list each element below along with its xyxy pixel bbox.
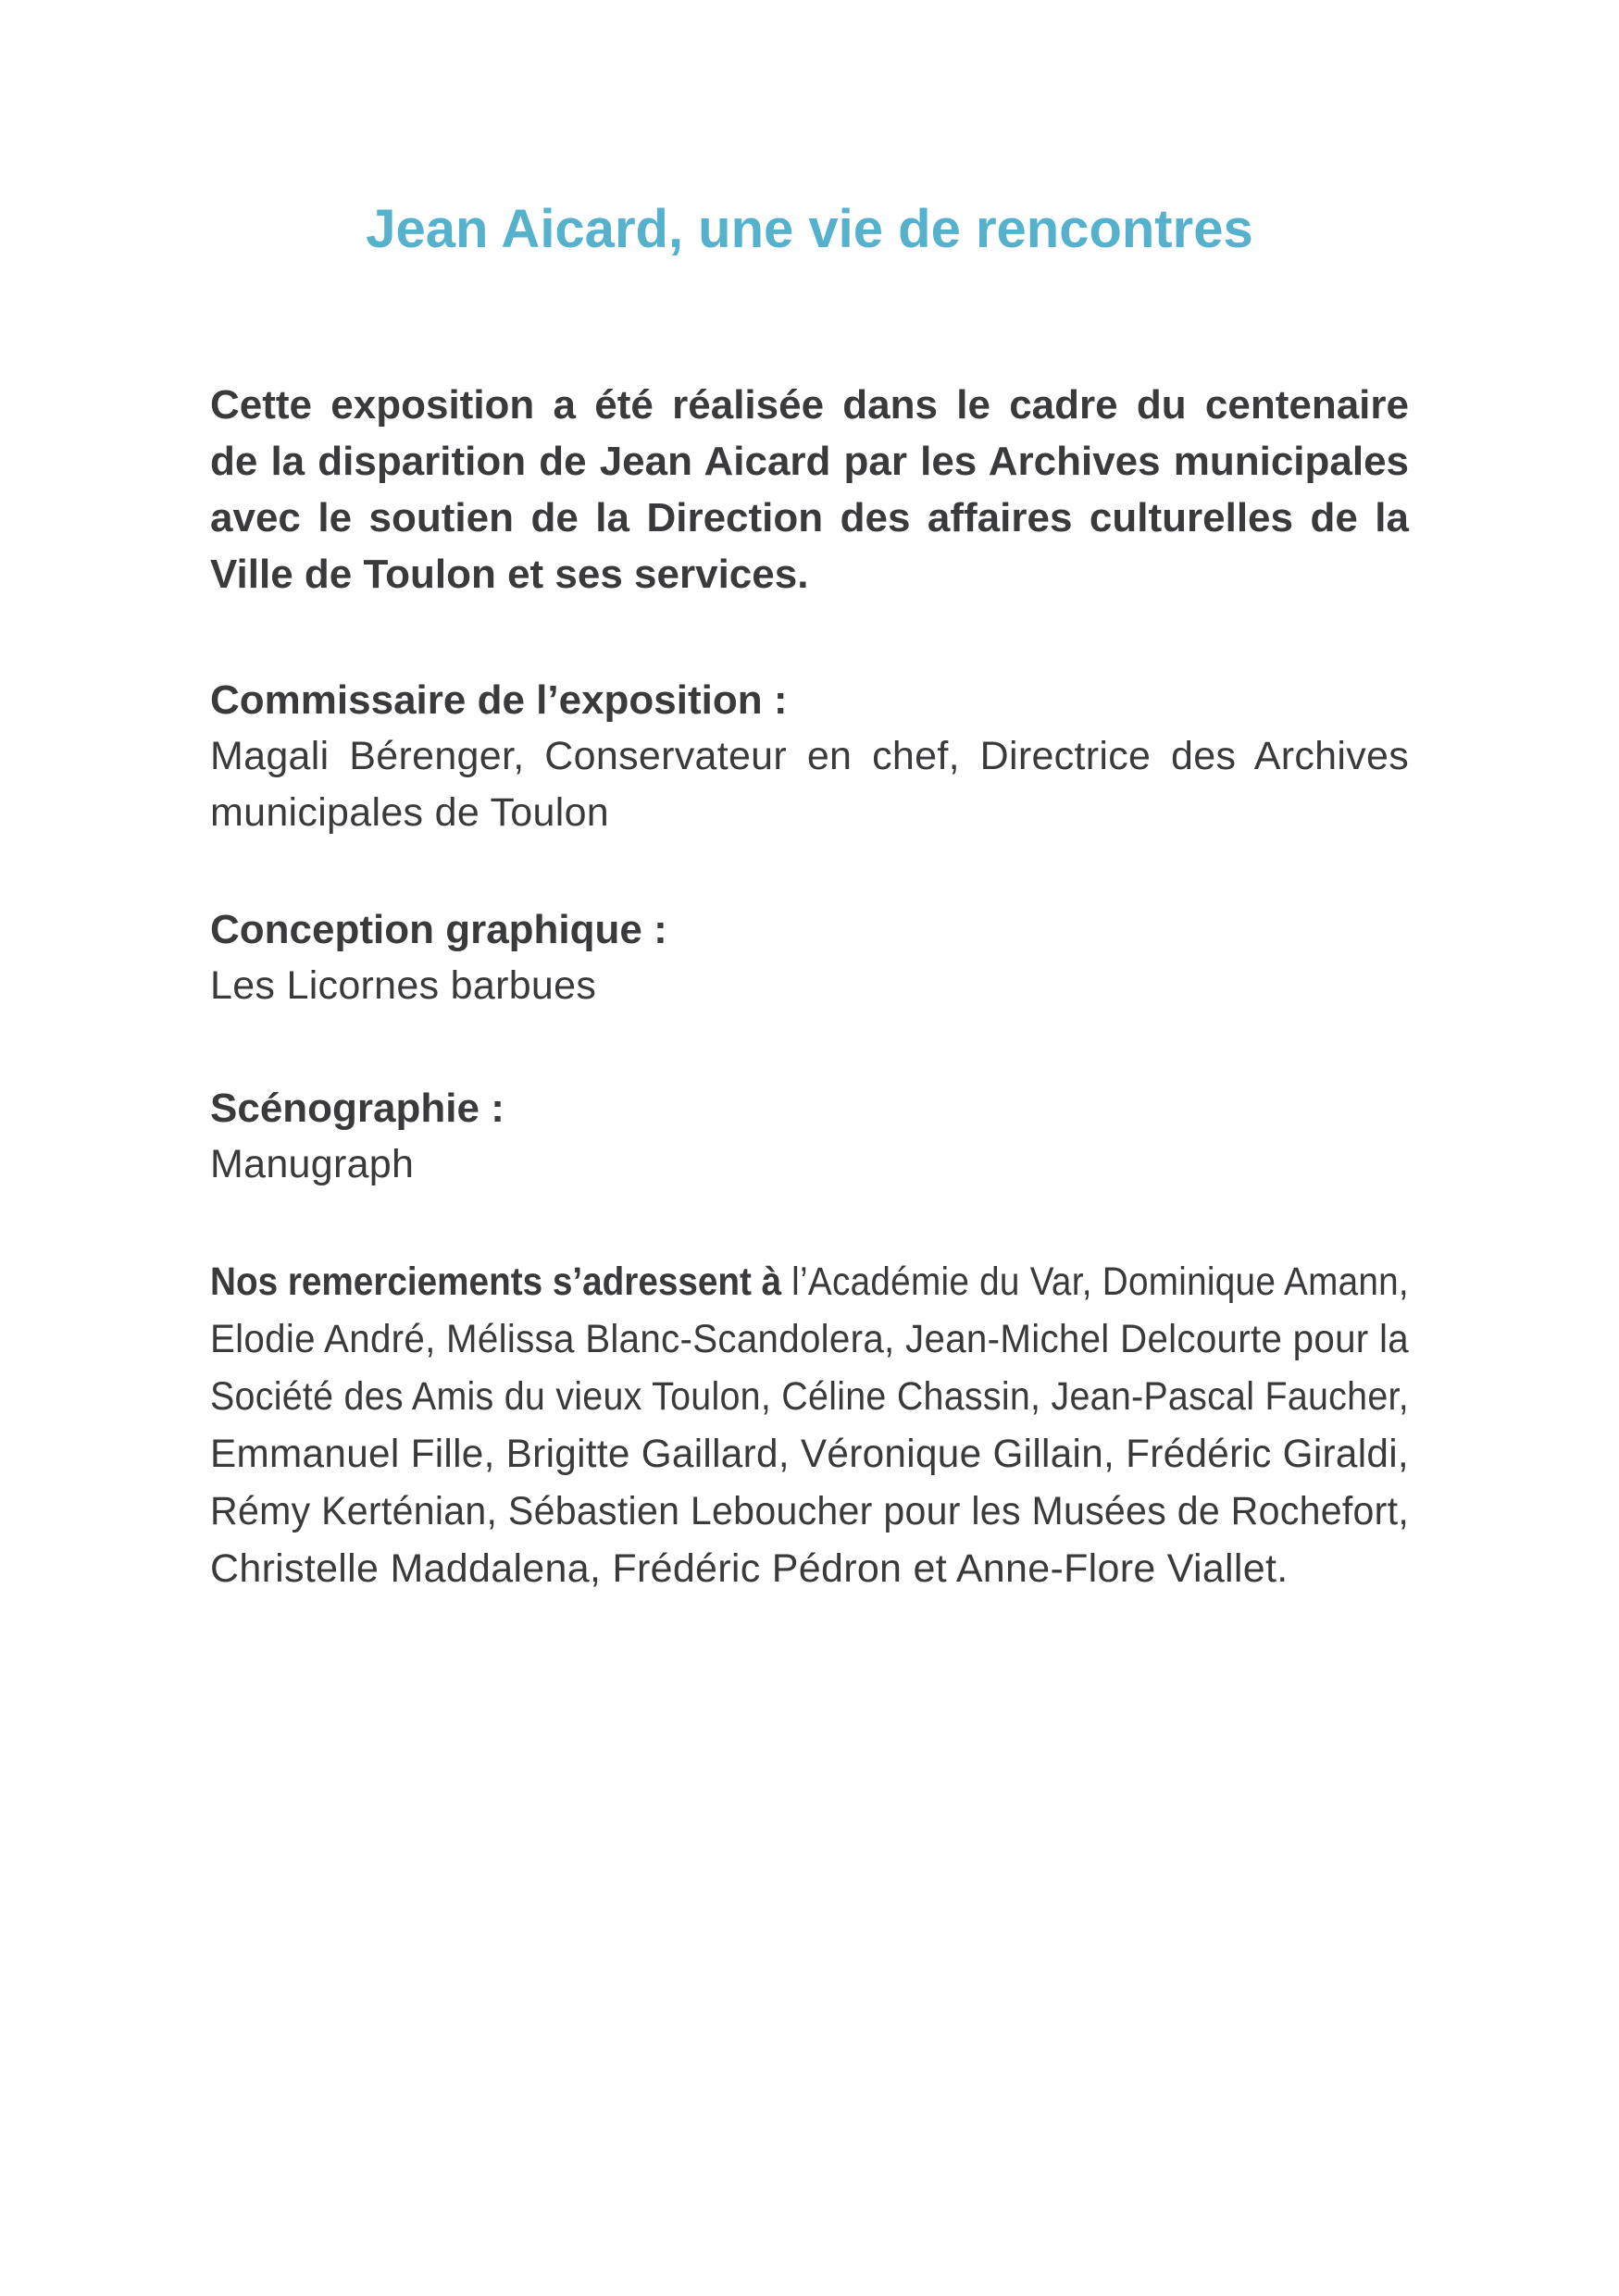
text-line-content: avec le soutien de la Direction des affaires culturelles de la [210,495,1409,540]
text-line-content: Rémy Kerténian, Sébastien Leboucher pour les Musées de Rochefort, [210,1489,1410,1533]
text-line-content: municipales de Toulon [210,790,610,835]
page-title-text: Jean Aicard, une vie de rencontres [366,199,1253,259]
text-line [210,728,1409,785]
text-line [210,958,1409,1014]
text-line-content: Ville de Toulon et ses services. [210,552,809,597]
section-heading [210,1080,1409,1136]
text-line [210,785,1409,841]
text-line-content: Société des Amis du vieux Toulon, Céline Chassin, Jean-Pascal Faucher, [210,1374,1409,1419]
text-line [210,1483,1409,1540]
text-line [210,490,1409,546]
text-line-content: Conception graphique : [210,907,667,952]
intro-paragraph [210,377,1409,602]
text-line [210,1540,1409,1597]
text-line [210,377,1409,433]
acknowledgements-paragraph [210,1253,1409,1597]
ack-lead-bold: Nos remerciements s’adressent à [210,1260,782,1304]
text-line-content: Commissaire de l’exposition : [210,677,788,723]
text-line-content: Manugraph [210,1142,415,1186]
text-line [210,546,1409,602]
text-line-content: de la disparition de Jean Aicard par les Archives municipales [210,439,1410,484]
section-heading [210,672,1409,728]
text-line-content: Les Licornes barbues [210,963,597,1008]
text-line [210,1368,1409,1425]
text-line-content: Christelle Maddalena, Frédéric Pédron et Anne-Flore Viallet. [210,1546,1289,1591]
text-line [210,1136,1409,1193]
section-conception-graphique [210,901,1409,1014]
text-line [210,1310,1409,1368]
text-line-content [210,1253,1409,1310]
page-title [210,197,1409,262]
section-heading [210,901,1409,958]
text-line [210,1425,1409,1483]
text-line-content: Emmanuel Fille, Brigitte Gaillard, Véronique Gillain, Frédéric Giraldi, [210,1432,1409,1476]
text-line-content: Elodie André, Mélissa Blanc-Scandolera, Jean-Michel Delcourte pour la [210,1317,1409,1361]
text-line-content: Magali Bérenger, Conservateur en chef, Directrice des Archives [210,734,1410,778]
section-scenographie [210,1080,1409,1193]
text-line [210,433,1409,490]
section-commissaire [210,672,1409,841]
text-line-content: Scénographie : [210,1086,504,1131]
text-line-content: Cette exposition a été réalisée dans le cadre du centenaire [210,382,1409,428]
ack-lead-rest: l’Académie du Var, Dominique Amann, [781,1260,1409,1304]
ack-lead-line [210,1253,1409,1310]
